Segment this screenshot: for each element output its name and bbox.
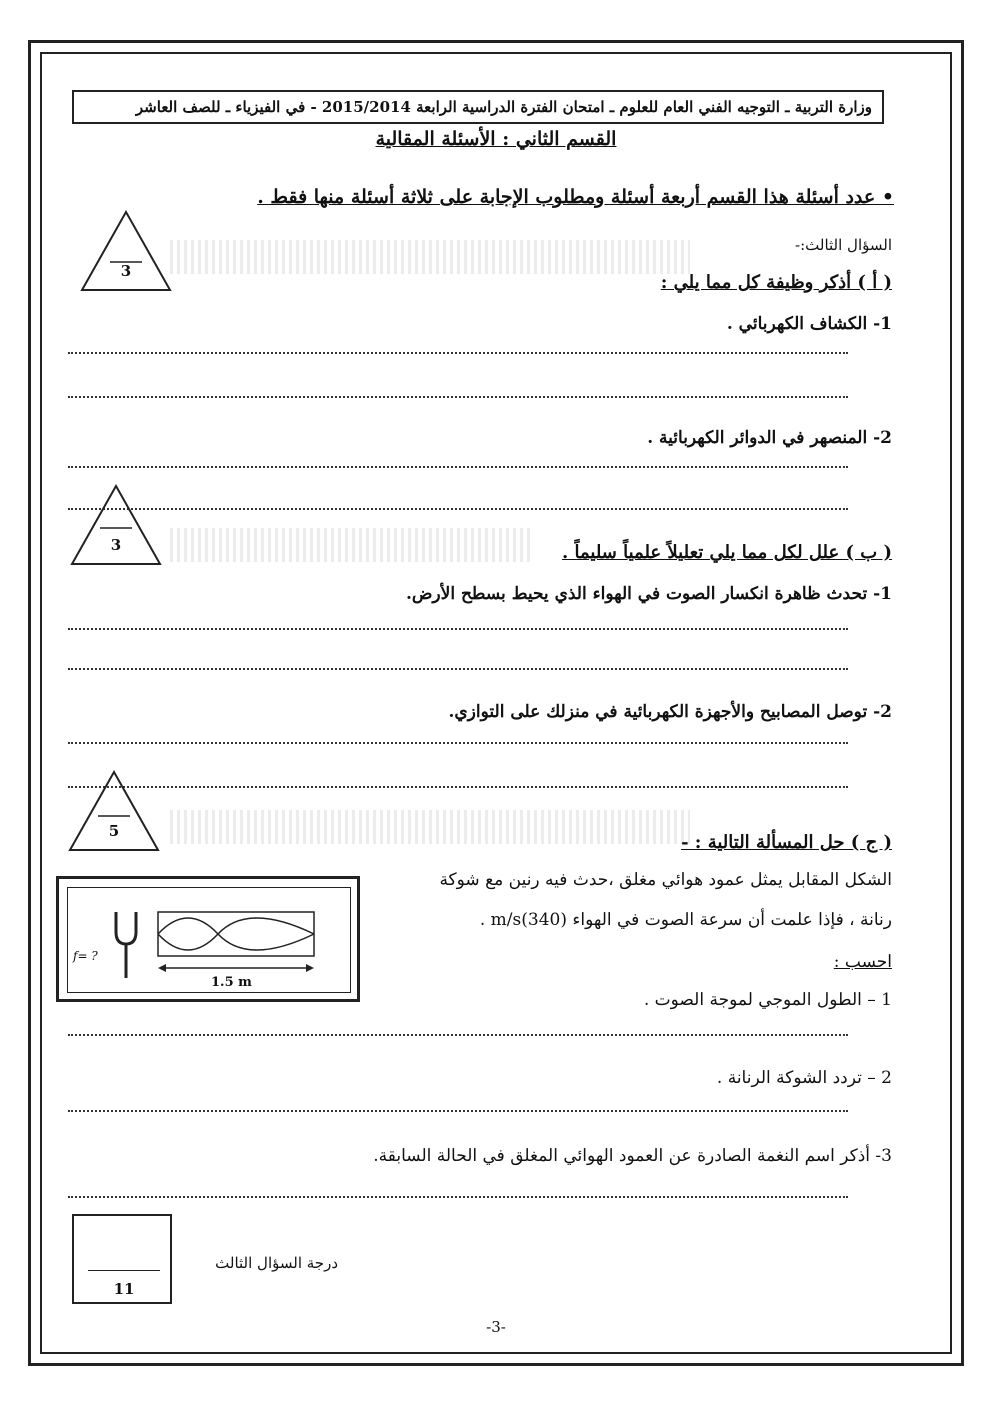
part-b-item-2: 2- توصل المصابيح والأجهزة الكهربائية في منزلك على التوازي. (448, 702, 892, 722)
answer-line[interactable] (68, 738, 848, 744)
part-c-heading: ( ج ) حل المسألة التالية : - (681, 832, 892, 853)
score-triangle-b (70, 484, 162, 566)
scan-smudge (170, 810, 690, 844)
score-c: 5 (108, 822, 120, 840)
length-label: 1.5 m (211, 975, 252, 990)
part-a-heading: ( أ ) أذكر وظيفة كل مما يلي : (660, 272, 892, 293)
exam-header (72, 90, 884, 124)
instructions: • عدد أسئلة هذا القسم أربعة أسئلة ومطلوب الإجابة على ثلاثة أسئلة منها فقط . (257, 186, 894, 208)
score-triangle-c (68, 770, 160, 852)
problem-line-2: رنانة ، فإذا علمت أن سرعة الصوت في الهواء (340)m/s . (479, 910, 892, 930)
problem-line-1: الشكل المقابل يمثل عمود هوائي مغلق ،حدث فيه رنين مع شوكة (439, 870, 892, 890)
answer-line[interactable] (68, 392, 848, 398)
part-c-item-2: 2 – تردد الشوكة الرنانة . (716, 1068, 892, 1088)
total-score: 11 (113, 1280, 135, 1298)
answer-line[interactable] (68, 1030, 848, 1036)
part-c-item-3: 3- أذكر اسم النغمة الصادرة عن العمود الهوائي المغلق في الحالة السابقة. (373, 1146, 892, 1166)
total-label: درجة السؤال الثالث (215, 1254, 338, 1272)
part-b-heading: ( ب ) علل لكل مما يلي تعليلاً علمياً سليماً . (561, 542, 892, 563)
scan-smudge (170, 240, 690, 274)
part-c-item-1: 1 – الطول الموجي لموجة الصوت . (643, 990, 892, 1010)
answer-line[interactable] (68, 782, 848, 788)
air-column-diagram (68, 888, 350, 992)
score-triangle-a (80, 210, 172, 292)
score-fraction-line (88, 1270, 160, 1271)
part-a-item-1: 1- الكشاف الكهربائي . (726, 314, 892, 334)
question-label: السؤال الثالث:- (795, 236, 892, 254)
section-title: القسم الثاني : الأسئلة المقالية (375, 128, 617, 150)
part-a-item-2: 2- المنصهر في الدوائر الكهربائية . (647, 428, 892, 448)
answer-line[interactable] (68, 1106, 848, 1112)
frequency-label: f= ? (73, 949, 98, 963)
answer-line[interactable] (68, 462, 848, 468)
answer-line[interactable] (68, 624, 848, 630)
calc-label: احسب : (833, 952, 892, 972)
header-text: وزارة التربية ـ التوجيه الفني العام للعلوم ـ امتحان الفترة الدراسية الرابعة 2015/2014 - في الفيزياء ـ للصف العاشر (135, 98, 872, 116)
scan-smudge (170, 528, 530, 562)
answer-line[interactable] (68, 504, 848, 510)
answer-line[interactable] (68, 664, 848, 670)
score-a: 3 (120, 262, 132, 280)
answer-line[interactable] (68, 348, 848, 354)
part-b-item-1: 1- تحدث ظاهرة انكسار الصوت في الهواء الذي يحيط بسطح الأرض. (405, 584, 892, 604)
score-b: 3 (110, 536, 122, 554)
total-score-box (72, 1214, 172, 1304)
answer-line[interactable] (68, 1192, 848, 1198)
page-number: -3- (486, 1318, 506, 1336)
air-column-figure (56, 876, 360, 1002)
